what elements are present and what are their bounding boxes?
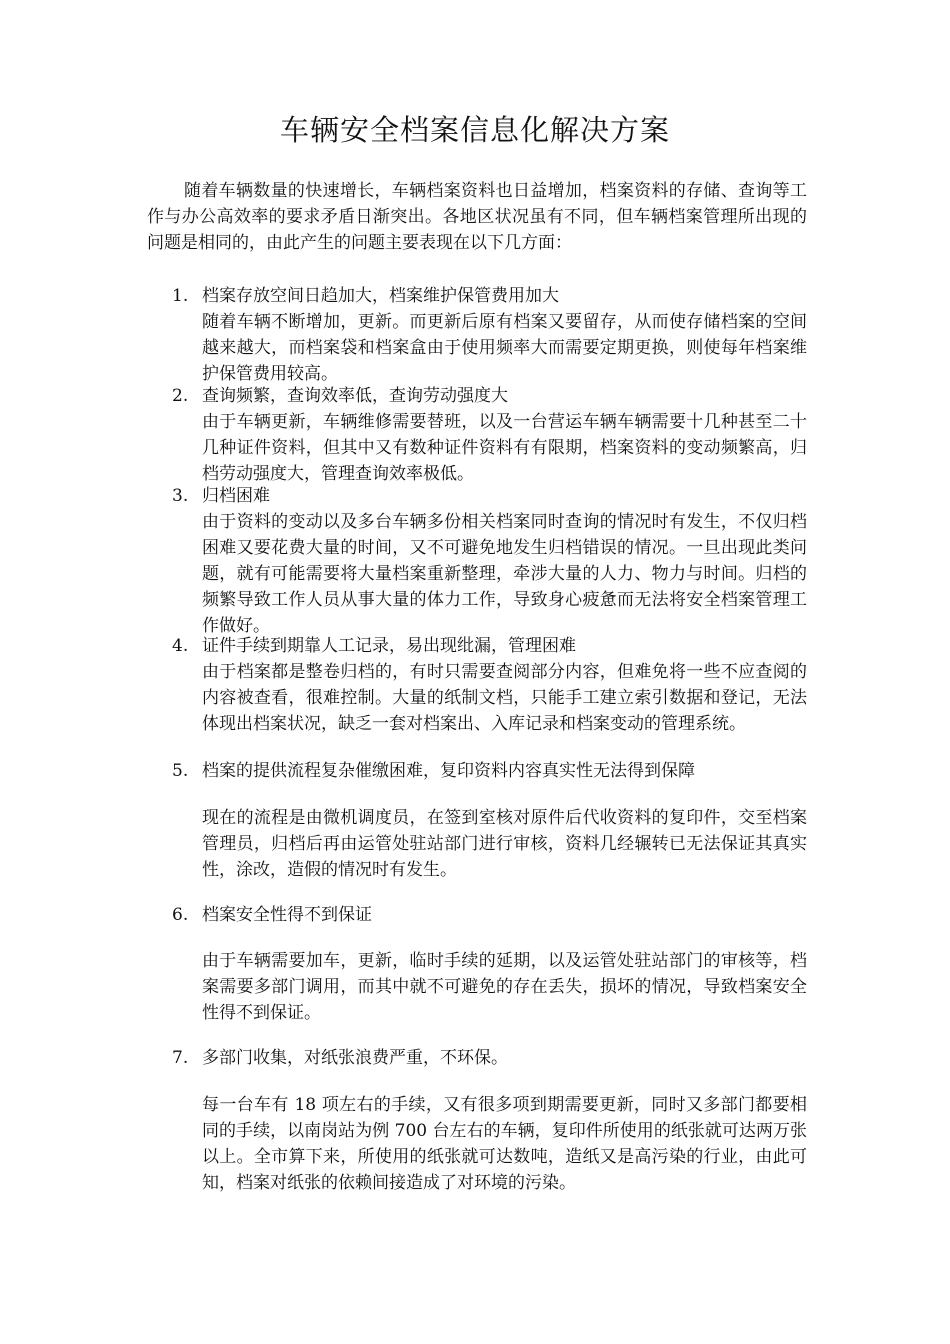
list-item-body: 现在的流程是由微机调度员，在签到室核对原件后代收资料的复印件，交至档案管理员，归档后再由运管处驻站部门进行审核，资料几经辗转已无法保证其真实性，涂改，造假的情况时有发生。 (202, 808, 807, 880)
list-item-heading (172, 483, 812, 509)
list-item-number: 4. (172, 636, 189, 656)
list-item-body: 由于车辆更新，车辆维修需要替班，以及一台营运车辆车辆需要十几种甚至二十几种证件资料，但其中又有数种证件资料有有限期，档案资料的变动频繁高，归档劳动强度大，管理查询效率极低。 (202, 412, 807, 484)
list-item-heading-text: 档案安全性得不到保证 (202, 905, 372, 925)
list-item-heading (172, 902, 812, 928)
list-item-number: 3. (172, 486, 189, 506)
list-item-number: 7. (172, 1048, 189, 1068)
list-item-heading-text: 多部门收集，对纸张浪费严重，不环保。 (202, 1048, 508, 1068)
list-item-heading-text: 档案的提供流程复杂催缴困难，复印资料内容真实性无法得到保障 (202, 761, 695, 781)
list-item-body: 由于档案都是整卷归档的，有时只需要查阅部分内容，但难免将一些不应查阅的内容被查看，很难控制。大量的纸制文档，只能手工建立索引数据和登记，无法体现出档案状况，缺乏一套对档案出、入库记录和档案变动的管理系统。 (202, 662, 807, 734)
list-item-heading (172, 758, 812, 784)
list-item-body: 每一台车有 18 项左右的手续，又有很多项到期需要更新，同时又多部门都要相同的手续，以南岗站为例 700 台左右的车辆，复印件所使用的纸张就可达两万张以上。全市算下来，所使用的纸张就可达数吨，造纸又是高污染的行业，由此可知，档案对纸张的依赖间接造成了对环境的污染。 (202, 1095, 807, 1193)
intro-paragraph: 随着车辆数量的快速增长，车辆档案资料也日益增加，档案资料的存储、查询等工作与办公高效率的要求矛盾日渐突出。各地区状况虽有不同，但车辆档案管理所出现的问题是相同的，由此产生的问题主要表现在以下几方面： (147, 181, 807, 253)
list-item-number: 5. (172, 761, 189, 781)
list-item-heading-text: 查询频繁，查询效率低，查询劳动强度大 (202, 386, 508, 406)
list-item-number: 2. (172, 386, 189, 406)
list-item-body: 由于车辆需要加车，更新，临时手续的延期，以及运管处驻站部门的审核等，档案需要多部门调用，而其中就不可避免的存在丢失，损坏的情况，导致档案安全性得不到保证。 (202, 951, 807, 1023)
list-item-number: 6. (172, 905, 189, 925)
list-item-body: 由于资料的变动以及多台车辆多份相关档案同时查询的情况时有发生，不仅归档困难又要花费大量的时间，又不可避免地发生归档错误的情况。一旦出现此类问题，就有可能需要将大量档案重新整理，牵涉大量的人力、物力与时间。归档的频繁导致工作人员从事大量的体力工作，导致身心疲惫而无法将安全档案管理工作做好。 (202, 512, 807, 636)
list-item-body: 随着车辆不断增加，更新。而更新后原有档案又要留存，从而使存储档案的空间越来越大，而档案袋和档案盒由于使用频率大而需要定期更换，则使每年档案维护保管费用较高。 (202, 312, 807, 384)
list-item-heading-text: 证件手续到期靠人工记录，易出现纰漏，管理困难 (202, 636, 576, 656)
list-item-heading (172, 283, 812, 309)
list-item-heading-text: 档案存放空间日趋加大，档案维护保管费用加大 (202, 286, 559, 306)
list-item-heading (172, 383, 812, 409)
document-title: 车辆安全档案信息化解决方案 (279, 113, 670, 147)
list-item-heading-text: 归档困难 (202, 486, 270, 506)
list-item-number: 1. (172, 286, 189, 306)
list-item-heading (172, 1045, 812, 1071)
list-item-heading (172, 633, 812, 659)
